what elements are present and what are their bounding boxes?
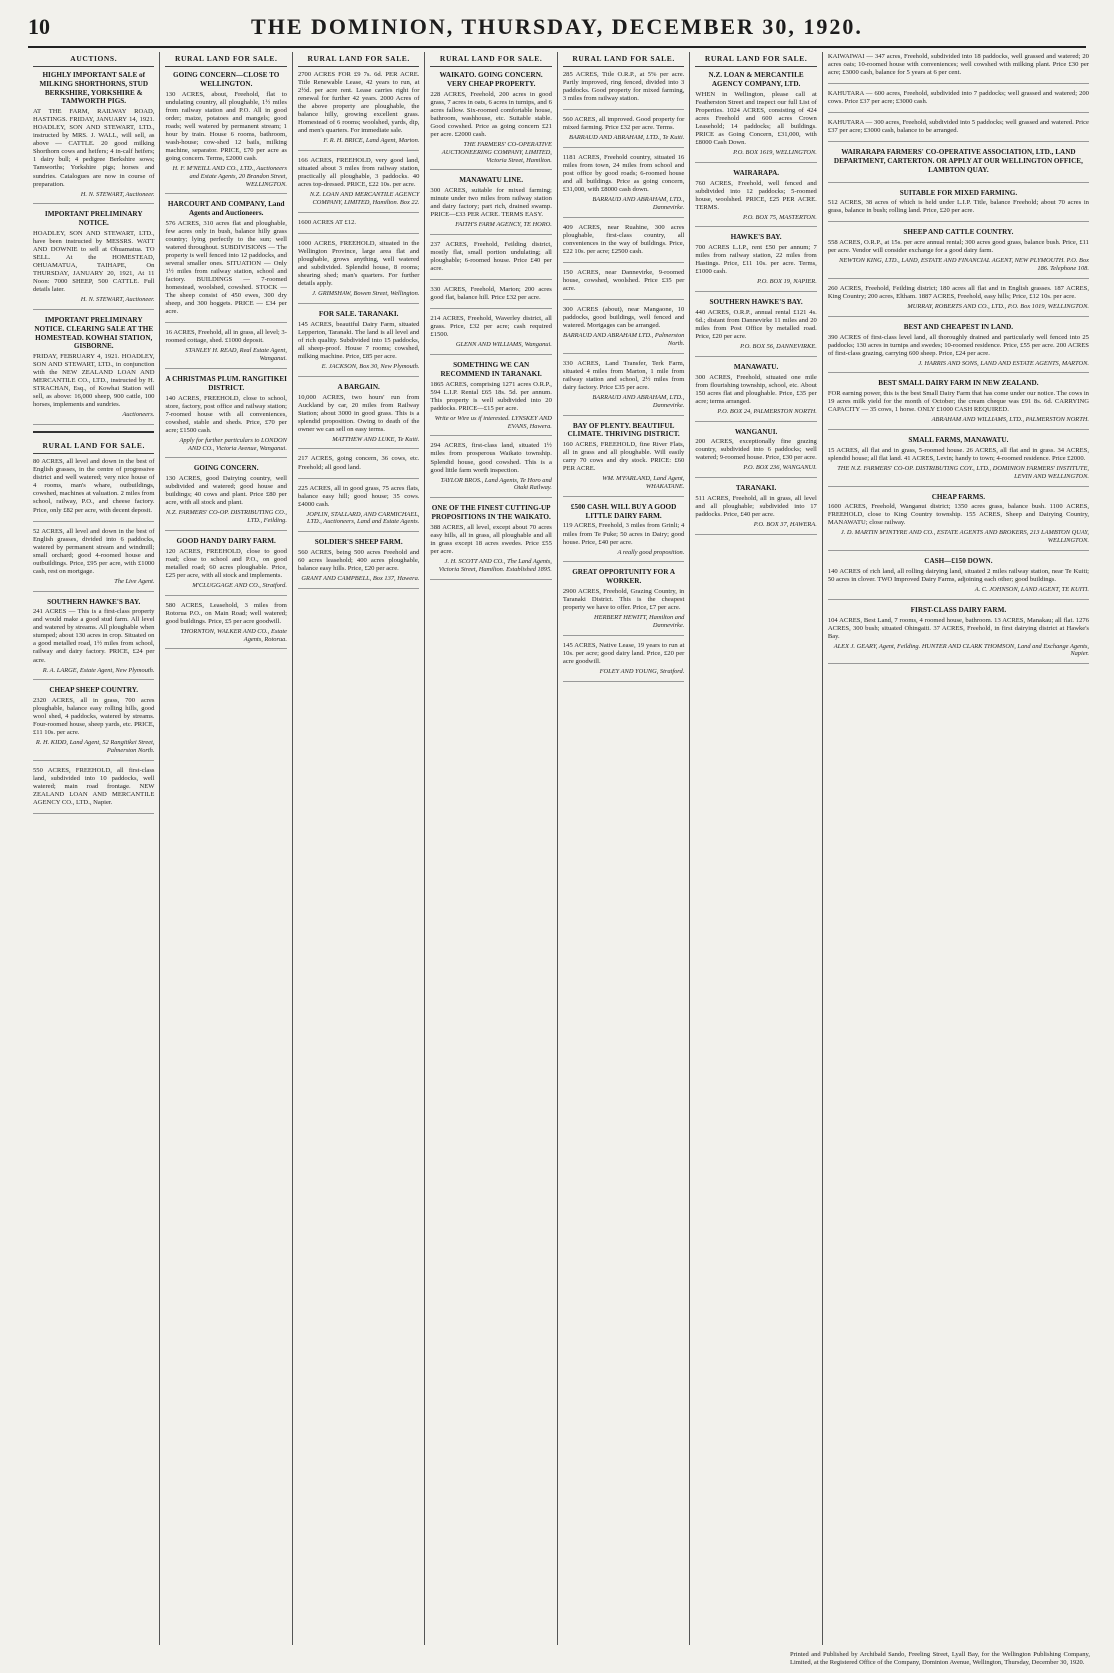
ad-heading: SHEEP AND CATTLE COUNTRY.: [903, 228, 1014, 237]
ad-signature: MATTHEW AND LUKE, Te Kuiti.: [332, 435, 420, 443]
ad-signature: P.O. BOX 56, DANNEVIRKE.: [740, 343, 817, 351]
ad-body: 558 ACRES, O.R.P., at 15s. per acre annual rental; 300 acres good grass, balance bush. Price, £11 per acre. Vendor will consider exchange for a good dairy farm.: [827, 239, 1089, 255]
ad-signature: P.O. BOX 1619, WELLINGTON.: [733, 148, 817, 156]
ad-signature: H. F. M'NEILL AND CO., LTD., Auctioneers and Estate Agents, 20 Brandon Street, WELLINGTON.: [172, 164, 287, 188]
columns: [28, 52, 1094, 1645]
ad-heading: CASH—£150 DOWN.: [924, 557, 993, 566]
ad-signature: MURRAY, ROBERTS AND CO., LTD., P.O. Box 1019, WELLINGTON.: [907, 302, 1089, 310]
classified-ad: [33, 316, 154, 425]
classified-ad: [165, 329, 286, 369]
ad-body: 15 ACRES, all flat and in grass, 5-roomed house. 26 ACRES, all flat and in grass. 34 ACRES, splendid house; all flat land. 41 ACRES, Levin; handy to town; 4-roomed residence. Price £2000.: [827, 446, 1089, 462]
classified-ad: [430, 315, 551, 355]
classified-ad: [695, 363, 816, 422]
ad-body: 512 ACRES, 38 acres of which is held under L.I.P. Title, balance Freehold; about 70 acres in grass, balance in bush; rolling land. Price, £20 per acre.: [827, 199, 1089, 215]
ad-body: 2700 ACRES FOR £9 7s. 6d. PER ACRE. Title Renewable Lease, 42 years to run, at 2½d. per acre rent. Lease carries right for renewal for further 42 years. 2000 Acres of the above property are ploughable, the balance hilly, growing excellent grass. Homestead of 6 rooms; woolshed, yards, dip, and men's quarters. For immediate sale.: [297, 71, 420, 135]
ad-heading: IMPORTANT PRELIMINARY NOTICE.: [44, 210, 143, 228]
ad-body: 560 ACRES, all improved. Good property for mixed farming. Price £32 per acre. Terms.: [562, 116, 685, 132]
ad-body: 1181 ACRES, Freehold country, situated 16 miles from town, 24 miles from school and post office by good roads; 6-roomed house and all buildings. Price as going concern, £31,000, with £8000 cash down.: [562, 154, 685, 194]
classified-ad: [165, 200, 286, 323]
column-heading: RURAL LAND FOR SALE.: [563, 52, 684, 67]
classified-ad: [298, 240, 419, 304]
ad-signature: JOPLIN, STALLARD, AND CARMICHAEL, LTD., Auctioneers, Land and Estate Agents.: [306, 510, 420, 526]
ad-body: 511 ACRES, Freehold, all in grass, all level and all ploughable; subdivided into 17 paddocks. Price, £40 per acre.: [695, 495, 817, 519]
classified-ad: [695, 233, 816, 292]
ad-signature: WM. M'FARLAND, Land Agent, WHAKATANE.: [602, 475, 685, 491]
ad-body: 214 ACRES, Freehold, Waverley district, all grass. Price, £32 per acre; cash required £1500.: [430, 315, 552, 339]
ad-heading: BEST AND CHEAPEST IN LAND.: [903, 322, 1014, 331]
classified-ad: [298, 71, 419, 151]
classified-ad: [828, 493, 1089, 552]
ad-heading: A BARGAIN.: [337, 382, 380, 391]
column-heading: RURAL LAND FOR SALE.: [165, 52, 286, 67]
ad-heading: CHEAP FARMS.: [931, 492, 986, 501]
classified-ad: [828, 285, 1089, 317]
ad-signature: GLENN AND WILLIAMS, Wanganui.: [455, 341, 552, 349]
column-3: [293, 52, 425, 1645]
ad-heading: SMALL FARMS, MANAWATU.: [908, 436, 1009, 445]
classified-ad: [563, 306, 684, 354]
ad-heading: WAIRARAPA FARMERS' CO-OPERATIVE ASSOCIATION, LTD., LAND DEPARTMENT, CARTERTON. OR APPLY AT OUR WELLINGTON OFFICE, LAMBTON QUAY.: [833, 148, 1083, 174]
ad-signature: A. C. JOHNSON, LAND AGENT, TE KUITI.: [974, 585, 1089, 593]
ad-heading: WAIKATO. GOING CONCERN. VERY CHEAP PROPERTY.: [439, 71, 543, 88]
ad-body: FOR earning power, this is the best Small Dairy Farm that has come under our notice. The cows in 19 acres milk yield for the month of October; the cream cheque was £91 8s. 6d. CARRYING CAPACITY — 35 cows, 1 horse. ONLY £1000 CASH REQUIRED.: [827, 390, 1089, 414]
classified-ad: [828, 323, 1089, 374]
ad-body: 140 ACRES of rich land, all rolling dairying land, situated 2 miles railway station, near Te Kuiti; 50 acres in clover. TWO Improved Dairy Farms, adjoining each other; good buildings.: [827, 567, 1089, 583]
ad-body: 80 ACRES, all level and down in the best of English grasses, in the centre of progressive district and well watered; very nice house of 4 rooms, man's whare, outbuildings, cowshed, machines at valuation. 2 miles from school, railway, P.O., and cheese factory. Price, only £82 per acre, with decent deposit.: [33, 458, 155, 514]
classified-ad: [828, 436, 1089, 486]
ad-body: 388 ACRES, all level, except about 70 acres easy hills, all in grass, all ploughable and all in grass except 18 acres swedes. Price £55 per acre.: [430, 523, 552, 555]
ad-body: HOADLEY, SON AND STEWART, LTD., have been instructed by MESSRS. WATT AND DOWNIE to sell at Ohuamatua. TO SELL. At the HOMESTEAD, OHUAMATUA, TAIHAPE, On THURSDAY, JANUARY 20, 1921, At 11 Noon: 7000 SHEEP, 500 CATTLE. Full details later.: [33, 229, 155, 294]
classified-ad: [33, 71, 154, 204]
ad-signature: A really good proposition.: [617, 548, 685, 556]
ad-heading: FOR SALE. TARANAKI.: [318, 309, 399, 318]
ad-heading: MANAWATU LINE.: [459, 176, 524, 185]
classified-ad: [563, 568, 684, 635]
ad-heading: IMPORTANT PRELIMINARY NOTICE. CLEARING SALE AT THE HOMESTEAD. KOWHAI STATION, GISBORNE.: [34, 316, 154, 351]
ad-signature: E. JACKSON, Box 30, New Plymouth.: [321, 362, 420, 370]
ad-body: 580 ACRES, Leasehold, 3 miles from Rotorua P.O., on Main Road; well watered; good buildings. Price, £5 per acre goodwill.: [165, 601, 287, 625]
classified-ad: [430, 241, 551, 280]
ad-body: 145 ACRES, Native Lease, 19 years to run at 10s. per acre; good dairy land. Price, £20 per acre goodwill.: [562, 641, 685, 665]
ad-signature: BARRAUD AND ABRAHAM, LTD., Te Kuiti.: [569, 134, 685, 142]
column-4: [425, 52, 557, 1645]
ad-heading: BAY OF PLENTY. BEAUTIFUL CLIMATE. THRIVING DISTRICT.: [567, 421, 680, 439]
ad-signature: BARRAUD AND ABRAHAM, LTD., Dannevirke.: [592, 196, 685, 212]
classified-ad: [33, 767, 154, 814]
printer-imprint: Printed and Published by Archibald Sando, Freeling Street, Lyall Bay, for the Wellington Publishing Company, Limited, at the Registered Office of the Company, Dominion Avenue, Wellington, Thursday, December 30, 1920.: [790, 1650, 1090, 1666]
classified-ad: [298, 455, 419, 478]
ad-signature: P.O. BOX 24, PALMERSTON NORTH.: [717, 407, 817, 415]
ad-body: 2320 ACRES, all in grass, 700 acres ploughable, balance easy rolling hills, good wool shed, 4 paddocks, watered by streams. Four-roomed house, sheep yards, etc. PRICE, £11 10s. per acre.: [33, 697, 155, 737]
ad-heading: GOOD HANDY DAIRY FARM.: [176, 536, 276, 545]
ad-signature: BARRAUD AND ABRAHAM, LTD., Dannevirke.: [592, 393, 685, 409]
ad-body: 10,000 ACRES, two hours' run from Auckland by car, 20 miles from Railway Station; about 3000 in good grass. This is a splendid proposition. Owing to death of the owner we can sell on easy terms.: [297, 393, 420, 433]
section-rule: [33, 431, 154, 433]
ad-heading: N.Z. LOAN & MERCANTILE AGENCY COMPANY, LTD.: [708, 71, 804, 88]
classified-ad: [828, 119, 1089, 142]
classified-ad: [563, 116, 684, 148]
classified-ad: [695, 71, 816, 163]
ad-signature: H. N. STEWART, Auctioneer.: [80, 190, 155, 198]
classified-ad: [430, 176, 551, 235]
ad-body: 300 ACRES (about), near Mangaone, 10 paddocks, good buildings, well fenced and watered. Mortgages can be arranged.: [562, 306, 685, 330]
classified-ad: [828, 148, 1089, 182]
ad-body: 330 ACRES, Land Transfer, Terk Farm, situated 4 miles from Marton, 1 mile from railway station and school, 2½ miles from dairy factory. Price £35 per acre.: [562, 359, 685, 391]
classified-ad: [430, 504, 551, 579]
ad-signature: NEWTON KING, LTD., LAND, ESTATE AND FINANCIAL AGENT, NEW PLYMOUTH. P.O. Box 186. Telephone 108.: [839, 257, 1089, 273]
classified-ad: [33, 458, 154, 521]
ad-heading: HIGHLY IMPORTANT SALE of MILKING SHORTHORNS, STUD BERKSHIRE, YORKSHIRE & TAMWORTH PIGS.: [39, 71, 149, 106]
ad-signature: ABRAHAM AND WILLIAMS, LTD., PALMERSTON NORTH.: [931, 416, 1089, 424]
classified-ad: [563, 71, 684, 110]
ad-signature: P.O. BOX 75, MASTERTON.: [743, 213, 817, 221]
ad-signature: H. N. STEWART, Auctioneer.: [80, 296, 155, 304]
ad-body: 160 ACRES, FREEHOLD, fine River Flats, all in grass and all ploughable. Will easily carry 70 cows and dry stock. PRICE: £60 PER ACRE.: [562, 441, 685, 473]
ad-body: 294 ACRES, first-class land, situated 1½ miles from prosperous Waikato township. Splendid house, good cowshed. This is a good little farm worth inspection.: [430, 442, 552, 474]
ad-signature: J. HARRIS AND SONS, LAND AND ESTATE AGENTS, MARTON.: [918, 359, 1089, 367]
classified-ad: [298, 219, 419, 234]
ad-heading: WANGANUI.: [734, 427, 778, 436]
classified-ad: [33, 210, 154, 310]
classified-ad: [828, 189, 1089, 223]
classified-ad: [165, 375, 286, 458]
ad-heading: SOLDIER'S SHEEP FARM.: [314, 538, 403, 547]
ad-signature: N.Z. FARMERS' CO-OP. DISTRIBUTING CO., LTD., Feilding.: [165, 509, 287, 525]
ad-heading: SOUTHERN HAWKE'S BAY.: [47, 597, 141, 606]
ad-body: 560 ACRES, being 500 acres Freehold and 60 acres leasehold; 400 acres ploughable, balance easy hills. Price, £20 per acre.: [297, 549, 420, 573]
ad-body: 1000 ACRES, FREEHOLD, situated in the Wellington Province, large area flat and ploughable, grows anything, well watered and subdivided. Splendid house, 8 rooms; shearing shed; man's quarters. For further details apply.: [297, 239, 420, 288]
column-1: [28, 52, 160, 1645]
ad-signature: R. A. LARGE, Estate Agent, New Plymouth.: [42, 666, 155, 674]
ad-heading: GOING CONCERN.: [193, 464, 259, 473]
classified-ad: [828, 557, 1089, 600]
ad-body: 119 ACRES, Freehold, 3 miles from Grinli; 4 miles from Te Puke; 50 acres in Dairy; good house. Price, £40 per acre.: [562, 522, 685, 546]
ad-signature: THE FARMERS' CO-OPERATIVE AUCTIONEERING COMPANY, LIMITED, Victoria Street, Hamilton.: [441, 140, 552, 164]
ad-body: 330 ACRES, Freehold, Marton; 200 acres good flat, balance hill. Price £32 per acre.: [430, 286, 552, 302]
paper-title: THE DOMINION, THURSDAY, DECEMBER 30, 1920.: [251, 14, 863, 39]
classified-ad: [430, 71, 551, 170]
ad-signature: Write or Wire us if interested. LYNSKEY AND EVANS, Hawera.: [434, 414, 552, 430]
classified-ad: [165, 602, 286, 650]
ad-signature: Auctioneers.: [122, 411, 155, 419]
ad-body: 120 ACRES, FREEHOLD, close to good road; close to school and P.O., on good metalled road; 60 acres ploughable. Price, £25 per acre, with all stock and implements.: [165, 547, 287, 579]
classified-ad: [33, 598, 154, 681]
ad-body: KAHUTARA — 600 acres, Freehold, subdivided into 7 paddocks; well grassed and watered; 200 cows. Price £37 per acre; £3000 cash.: [827, 90, 1089, 106]
ad-body: KAHUTARA — 300 acres, Freehold, subdivided into 5 paddocks; well grassed and watered. Price £37 per acre; £3000 cash, balance to be arranged.: [827, 119, 1089, 135]
ad-signature: Apply for further particulars to LONDON AND CO., Victoria Avenue, Wanganui.: [179, 436, 287, 452]
ad-signature: HERBERT HEWITT, Hamilton and Dannevirke.: [594, 614, 685, 629]
classified-ad: [563, 360, 684, 416]
ad-heading: SUITABLE FOR MIXED FARMING.: [899, 188, 1018, 197]
ad-signature: TAYLOR BROS., Land Agents, Te Horo and Otaki Railway.: [440, 476, 552, 492]
ad-body: 145 ACRES, beautiful Dairy Farm, situated Lepperton, Taranaki. The land is all level and of rich quality. Subdivided into 15 paddocks, all sheep-proof. House 7 rooms; cowshed, milking machine. Price, £85 per acre.: [297, 320, 420, 360]
ad-signature: M'CLUGGAGE AND CO., Stratford.: [192, 581, 287, 589]
ad-heading: HAWKE'S BAY.: [730, 233, 782, 242]
classified-ad: [828, 379, 1089, 430]
ad-body: 217 ACRES, going concern, 36 cows, etc. Freehold; all good land.: [297, 455, 420, 471]
classified-ad: [563, 269, 684, 300]
ad-body: 225 ACRES, all in good grass, 75 acres flats, balance easy hill; good house; 35 cows. £4000 cash.: [297, 484, 420, 508]
ad-body: 1600 ACRES, Freehold, Wanganui district; 1350 acres grass, balance bush. 1100 ACRES, FREEHOLD, close to King Country township. 155 ACRES, Sheep and Dairying Country, MANAWATU; close railway.: [827, 503, 1089, 527]
ad-heading: £500 CASH. WILL BUY A GOOD LITTLE DAIRY FARM.: [570, 502, 677, 520]
classified-ad: [33, 686, 154, 761]
ad-signature: ALEX J. GEARY, Agent, Feilding. HUNTER AND CLARK THOMSON, Land and Exchange Agents, Napier.: [833, 642, 1089, 658]
classified-ad: [695, 298, 816, 357]
ad-signature: F. R. H. BRICE, Land Agent, Marton.: [323, 137, 420, 145]
ad-heading: ONE OF THE FINEST CUTTING-UP PROPOSITIONS IN THE WAIKATO.: [431, 504, 551, 521]
classified-ad: [298, 538, 419, 589]
ad-body: 409 ACRES, near Ruahine, 300 acres ploughable, first-class country, all conveniences in the way of buildings. Price, £22 10s. per acre; £2500 cash.: [562, 223, 685, 256]
ad-signature: P.O. BOX 236, WANGANUI.: [743, 464, 817, 472]
ad-body: 130 ACRES, about, Freehold, flat to undulating country, all ploughable, 1½ miles from railway station and P.O. All in good order; maize, potatoes and mangels; good roads; well watered by permanent stream; 1 hour by train. House 6 rooms, bathroom, wash-house; cow-shed 12 bails, milking machine, separator. PRICE, £70 per acre as going concern. Terms, £2000 cash.: [165, 90, 287, 162]
classified-ad: [298, 383, 419, 450]
classified-ad: [430, 361, 551, 436]
ad-heading: GREAT OPPORTUNITY FOR A WORKER.: [572, 568, 676, 586]
classified-ad: [563, 422, 684, 497]
ad-heading: FIRST-CLASS DAIRY FARM.: [910, 605, 1007, 614]
ad-signature: R. H. KIDD, Land Agent, 52 Rangitikei Street, Palmerston North.: [35, 739, 155, 755]
column-5: [558, 52, 690, 1645]
classified-ad: [430, 442, 551, 498]
ad-body: 130 ACRES, good Dairying country, well subdivided and watered; good house and buildings; 40 cows and plant. Price £80 per acre, with all stock and plant.: [165, 475, 287, 507]
ad-heading: BEST SMALL DAIRY FARM IN NEW ZEALAND.: [878, 379, 1039, 388]
ad-body: 16 ACRES, Freehold, all in grass, all level; 3-roomed cottage, shed. £1000 deposit.: [165, 329, 287, 345]
ad-heading: HARCOURT AND COMPANY, Land Agents and Auctioneers.: [167, 200, 285, 218]
classified-ad: [828, 90, 1089, 113]
classified-ad: [695, 169, 816, 228]
masthead: [28, 8, 1086, 48]
column-6: [690, 52, 822, 1645]
classified-ad: [298, 310, 419, 377]
ad-body: AT THE FARM, RAILWAY ROAD, HASTINGS. FRIDAY, JANUARY 14, 1921. HOADLEY, SON AND STEWART, LTD., instructed by MRS. J. WALL, will sell, as above — CATTLE. 20 good milking Shorthorn cows and heifers; 4 in-calf heifers; 1 dairy bull; 4 pedigree Berkshire sows; Tamworths; Yorkshire pigs; horses and sundries. Catalogues are now in course of preparation.: [33, 108, 155, 188]
ad-signature: THE N.Z. FARMERS' CO-OP. DISTRIBUTING COY., LTD., DOMINION FARMERS' INSTITUTE, LEVIN AND WELLINGTON.: [837, 464, 1089, 480]
classified-ad: [165, 537, 286, 596]
classified-ad: [828, 53, 1089, 84]
ad-body: 140 ACRES, FREEHOLD, close to school, store, factory, post office and railway station; 7-roomed house with all conveniences, cowshed, stable and sheds. Price, £70 per acre; £1500 cash.: [165, 394, 287, 434]
ad-body: 241 ACRES — This is a first-class property and would make a good stud farm. All level and watered by streams. All ploughable when stumped; about 130 acres in crop. Situated on a good metalled road, 1½ miles from school, railway and dairy factory. PRICE, £24 per acre.: [33, 608, 155, 664]
ad-heading: A CHRISTMAS PLUM. RANGITIKEI DISTRICT.: [165, 375, 287, 392]
ad-body: 440 ACRES, O.R.P., annual rental £121 4s. 6d.; distant from Dannevirke 11 miles and 20 miles from Post Office by metalled road. Price, £20 per acre.: [695, 308, 817, 341]
ad-body: 228 ACRES, Freehold, 200 acres in good grass, 7 acres in oats, 6 acres in turnips, and 6 acres fallow. Six-roomed comfortable house, bathroom, washhouse, etc. Suitable stable. Good cowshed. Price as going concern £21 per acre. £2000 cash.: [430, 90, 552, 138]
ad-heading: CHEAP SHEEP COUNTRY.: [49, 686, 139, 695]
ad-signature: J. H. SCOTT AND CO., The Land Agents, Victoria Street, Hamilton. Established 1895.: [438, 557, 552, 573]
classified-ad: [828, 228, 1089, 278]
ad-signature: STANLEY H. READ, Real Estate Agent, Wanganui.: [185, 347, 287, 363]
ad-body: 1865 ACRES, comprising 1271 acres O.R.P., 594 L.I.P. Rental £65 18s. 5d. per annum. This property is well subdivided into 20 paddocks. PRICE—£15 per acre.: [430, 380, 552, 412]
ad-body: KAIWAIWAI — 347 acres, Freehold, subdivided into 18 paddocks, well grassed and watered; 20 acres oats; 10-roomed house with conveniences; well cowshed with milking plant. Price £30 per acre; £3000 cash, balance for 5 years at 6 per cent.: [827, 53, 1089, 77]
classified-ad: [563, 503, 684, 562]
ad-signature: THORNTON, WALKER AND CO., Estate Agents, Rotorua.: [180, 627, 287, 643]
ad-body: 52 ACRES, all level and down in the best of English grasses, divided into 6 paddocks, watered by permanent stream and windmill; small orchard; good 4-roomed house and outbuildings. Price, £95 per acre, with £1000 cash, rest on mortgage.: [33, 527, 155, 575]
ad-body: WHEN in Wellington, please call at Featherston Street and inspect our full List of Properties. 1024 ACRES, consisting of 424 acres Freehold and 600 acres Crown Leasehold; 14 paddocks; all buildings. PRICE as Going Concern, £31,000, with £8000 Cash Down.: [695, 90, 817, 146]
ad-body: 550 ACRES, FREEHOLD, all first-class land, subdivided into 10 paddocks, well watered; main road frontage. NEW ZEALAND LOAN AND MERCANTILE AGENCY CO., LTD., Napier.: [33, 766, 155, 807]
section-heading: RURAL LAND FOR SALE.: [33, 439, 154, 454]
classified-ad: [298, 485, 419, 533]
classified-ad: [430, 286, 551, 309]
classified-ad: [563, 642, 684, 682]
ad-body: 760 ACRES, Freehold, well fenced and subdivided into 12 paddocks; 5-roomed house, woolshed. PRICE, £25 PER ACRE. TERMS.: [695, 179, 817, 211]
ad-body: 300 ACRES, suitable for mixed farming; minute under two miles from railway station and dairy factory; part rich, drained swamp. PRICE—£33 PER ACRE. TERMS EASY.: [430, 187, 552, 219]
classified-ad: [33, 528, 154, 592]
column-7: [823, 52, 1094, 1645]
column-heading: RURAL LAND FOR SALE.: [695, 52, 816, 67]
classified-ad: [563, 154, 684, 218]
classified-ad: [828, 606, 1089, 665]
classified-ad: [165, 464, 286, 531]
column-2: [160, 52, 292, 1645]
classified-ad: [695, 428, 816, 479]
ad-body: 200 ACRES, exceptionally fine grazing country, subdivided into 6 paddocks; well watered; 9-roomed house. Price, £30 per acre.: [695, 438, 817, 462]
ad-body: 166 ACRES, FREEHOLD, very good land, situated about 3 miles from railway station, practically all ploughable, 3 paddocks. 40 acres top-dressed. PRICE, £22 10s. per acre.: [297, 157, 420, 189]
ad-signature: N.Z. LOAN AND MERCANTILE AGENCY COMPANY, LIMITED, Hamilton. Box 22.: [309, 191, 420, 207]
ad-body: 237 ACRES, Freehold, Feilding district, mostly flat, small portion undulating; all ploughable; 6-roomed house. Price £40 per acre.: [430, 241, 552, 273]
ad-signature: J. GRIMSHAW, Bowen Street, Wellington.: [312, 290, 420, 298]
ad-signature: The Live Agent.: [114, 577, 155, 585]
ad-body: 2900 ACRES, Freehold, Grazing Country, in Taranaki District. This is the cheapest property we have to offer. Price, £7 per acre.: [562, 587, 685, 612]
ad-body: 390 ACRES of first-class level land, all thoroughly drained and particularly well fenced into 25 paddocks; 130 acres in turnips and swedes; 10-roomed residence. Price, £55 per acre. 200 ACRES of first-class grazing, carrying 600 sheep. Price, £24 per acre.: [827, 333, 1089, 357]
classified-ad: [298, 157, 419, 213]
ad-body: 576 ACRES, 310 acres flat and ploughable, few acres only in bush, balance hilly grass country; lying perfectly to the sun; well watered throughout. SUBDIVISIONS — The property is well fenced into 12 paddocks, and several smaller ones. SITUATION — Only 1½ miles from railway station, school and factory. BUILDINGS — 7-roomed homestead, woolshed, cowshed. STOCK — The sheep consist of 450 ewes, 300 dry sheep, and 300 hoggets. PRICE — £34 per acre.: [165, 219, 287, 316]
ad-signature: GRANT AND CAMPBELL, Box 137, Hawera.: [301, 575, 420, 583]
ad-body: 300 ACRES, Freehold, situated one mile from flourishing township, school, etc. About 150 acres flat and ploughable. Price, £35 per acre; terms arranged.: [695, 373, 817, 405]
classified-ad: [695, 484, 816, 535]
column-heading: AUCTIONS.: [33, 52, 154, 67]
ad-signature: J. D. MARTIN M'INTYRE AND CO., ESTATE AGENTS AND BROKERS, 213 LAMBTON QUAY, WELLINGTON.: [840, 529, 1089, 545]
classified-ad: [563, 224, 684, 263]
ad-heading: WAIRARAPA.: [733, 168, 780, 177]
ad-body: 1600 ACRES AT £12.: [297, 218, 357, 226]
ad-heading: MANAWATU.: [733, 362, 779, 371]
ad-signature: P.O. BOX 37, HAWERA.: [753, 521, 817, 529]
ad-body: 150 ACRES, near Dannevirke, 9-roomed house, cowshed, woolshed. Price £35 per acre.: [562, 269, 685, 293]
ad-heading: SOMETHING WE CAN RECOMMEND IN TARANAKI.: [440, 361, 542, 378]
ad-body: 104 ACRES, Best Land, 7 rooms, 4 roomed house, bathroom. 13 ACRES, Manakau; all flat. 1276 ACRES, 300 bush; situated Ohingaiti. 37 ACRES, Freehold, in first dairying district at Hawke's Bay.: [827, 616, 1089, 640]
ad-heading: GOING CONCERN—CLOSE TO WELLINGTON.: [173, 71, 280, 88]
ad-signature: FOLEY AND YOUNG, Stratford.: [599, 667, 685, 675]
page-number: 10: [28, 14, 50, 39]
ad-heading: SOUTHERN HAWKE'S BAY.: [709, 298, 803, 307]
ad-body: 285 ACRES, Title O.R.P., at 5% per acre. Partly improved, ring fenced, divided into 3 paddocks. Good property for mixed farming, 3 miles from railway station.: [562, 71, 685, 103]
ad-body: 700 ACRES L.I.P., rent £50 per annum; 7 miles from railway station, 22 miles from Hastings. Price, £11 10s. per acre. Terms, £1000 cash.: [695, 244, 817, 276]
ad-signature: BARRAUD AND ABRAHAM LTD., Palmerston North.: [562, 332, 685, 348]
classified-ad: [165, 71, 286, 194]
ad-signature: FAITH'S FARM AGENCY, TE HORO.: [455, 221, 552, 229]
ad-body: FRIDAY, FEBRUARY 4, 1921. HOADLEY, SON AND STEWART, LTD., in conjunction with the NEW ZEALAND LOAN AND MERCANTILE CO., LTD., instructed by H. STRACHAN, Esq., of Kowhai Station will sell, as above: 16,000 sheep, 900 cattle, 100 horses, implements and sundries.: [33, 353, 155, 409]
column-heading: RURAL LAND FOR SALE.: [298, 52, 419, 67]
ad-heading: TARANAKI.: [735, 484, 777, 493]
ad-body: 260 ACRES, Freehold, Feilding district; 180 acres all flat and in English grasses. 187 ACRES, King Country; 200 acres, Eltham. 1887 ACRES, Freehold, easy hills; Price, £12 10s. per acre.: [827, 284, 1089, 300]
ad-signature: P.O. BOX 19, NAPIER.: [757, 278, 817, 286]
column-heading: RURAL LAND FOR SALE.: [430, 52, 551, 67]
